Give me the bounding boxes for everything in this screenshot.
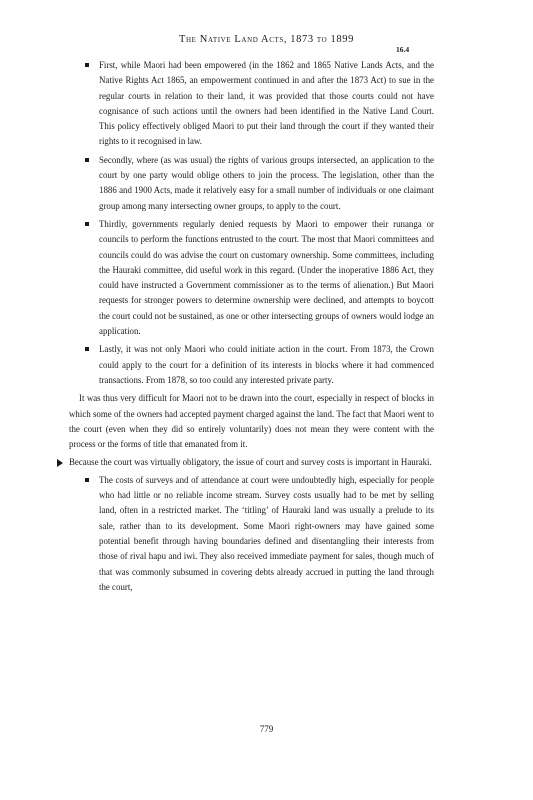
section-number: 16.4 — [396, 45, 410, 54]
list-item-text: The costs of surveys and of attendance at court were undoubtedly high, especially for people who had little or no reliable income stream. Survey costs usually had to be met by selling land, often in a restricted market. The ‘titling’ of Hauraki land was usually a prelude to its sale, rather than to its development. Some Maori right-owners may have gained some potential benefit through having boundaries defined and disentangling their interests from those of rival hapu and iwi. They also received immediate payment for sales, though much of that was commonly subsumed in covering debts already accrued in putting the land through the court, — [99, 474, 434, 592]
sub-list-item — [84, 473, 434, 595]
list-item-text: First, while Maori had been empowered (in the 1862 and 1865 Native Lands Acts, and the Native Rights Act 1865, an empowerment continued in and after the 1873 Act) to sue in the regular courts in relation to their land, it was provided that those courts could not have cognisance of such actions until the owners had been identified in the Native Land Court. This policy effectively obliged Maori to put their land through the court if they wanted their rights to it recognised in law. — [99, 60, 434, 147]
running-header: The Native Land Acts, 1873 to 1899 — [179, 34, 354, 45]
list-item-text: Secondly, where (as was usual) the rights of various groups intersected, an application to the court by one party would oblige others to join the process. The legislation, other than the 1886 and 1900 Acts, made it relatively easy for a small number of individuals or one claimant group among many intersecting owner groups, to apply to the court. — [99, 154, 434, 211]
list-item — [84, 153, 434, 214]
arrow-list-item-text: Because the court was virtually obligatory, the issue of court and survey costs is important in Hauraki. — [69, 457, 432, 468]
list-item — [84, 342, 434, 388]
body-paragraph: It was thus very difficult for Maori not to be drawn into the court, especially in respect of blocks in which some of the owners had accepted payment charged against the land. The fact that Maori went to the court (even when they did so entirely voluntarily) does not mean they were content with the process or the forms of title that emanated from it. — [69, 393, 434, 450]
list-item-text: Thirdly, governments regularly denied requests by Maori to empower their runanga or councils to perform the functions entrusted to the court. The most that Maori committees and councils could do was advise the court on customary ownership. Some committees, including the Hauraki committee, did useful work in this regard. (Under the inoperative 1886 Act, they could have instructed a Government commissioner as to the terms of alienation.) But Maori requests for stronger powers to determine ownership were declined, and attempts to boycott the court could not be sustained, as one or other intersecting groups of owners would lodge an application. — [99, 218, 434, 337]
square-bullet-icon — [85, 63, 89, 67]
triangle-bullet-icon — [57, 459, 63, 467]
page-body — [69, 58, 434, 598]
square-bullet-icon — [85, 158, 89, 162]
square-bullet-icon — [85, 478, 89, 482]
list-item — [84, 217, 434, 339]
list-item-text: Lastly, it was not only Maori who could initiate action in the court. From 1873, the Crown could apply to the court for a definition of its interests in blocks where it had commenced transactions. From 1878, so too could any interested private party. — [99, 344, 434, 385]
square-bullet-icon — [85, 222, 89, 226]
square-bullet-icon — [85, 347, 89, 351]
arrow-list-item — [69, 455, 434, 470]
list-item — [84, 58, 434, 150]
page-number: 779 — [259, 724, 274, 734]
